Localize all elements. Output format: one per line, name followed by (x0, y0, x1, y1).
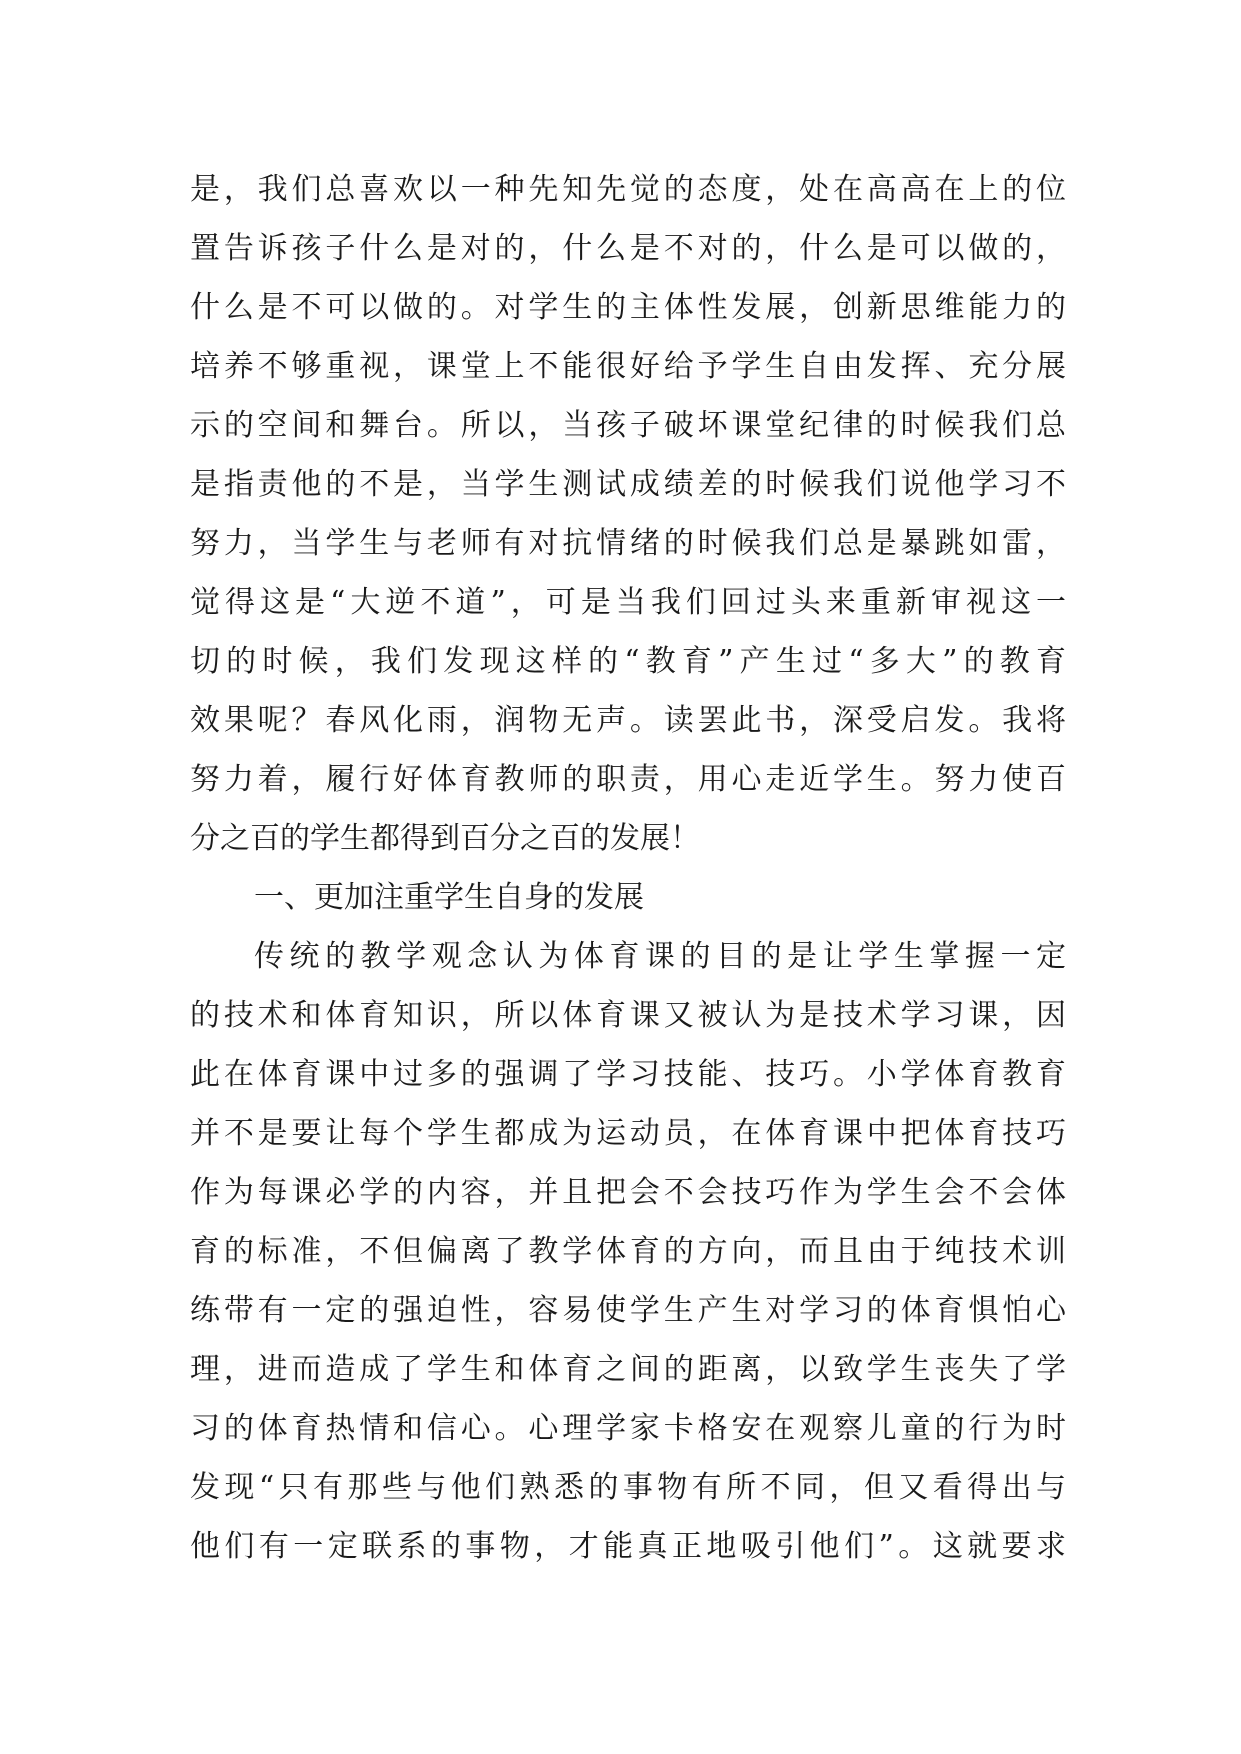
paragraph-last-line: 分之百的学生都得到百分之百的发展！ (190, 821, 700, 856)
text-line: 努力，当学生与老师有对抗情绪的时候我们总是暴跳如雷， (190, 526, 1066, 561)
text-line: 示的空间和舞台。所以，当孩子破坏课堂纪律的时候我们总 (190, 408, 1066, 443)
text-line: 培养不够重视，课堂上不能很好给予学生自由发挥、充分展 (190, 349, 1066, 384)
text-line: 育的标准，不但偏离了教学体育的方向，而且由于纯技术训 (190, 1234, 1066, 1269)
text-line: 并不是要让每个学生都成为运动员，在体育课中把体育技巧 (190, 1116, 1066, 1151)
text-line: 切的时候，我们发现这样的“教育”产生过“多大”的教育 (190, 644, 1066, 679)
text-line: 觉得这是“大逆不道”，可是当我们回过头来重新审视这一 (190, 585, 1066, 620)
text-line: 作为每课必学的内容，并且把会不会技巧作为学生会不会体 (190, 1175, 1066, 1210)
paragraph-first-line: 传统的教学观念认为体育课的目的是让学生掌握一定 (254, 939, 1066, 974)
text-line: 此在体育课中过多的强调了学习技能、技巧。小学体育教育 (190, 1057, 1066, 1092)
section-heading: 一、更加注重学生自身的发展 (254, 880, 644, 915)
text-line: 是，我们总喜欢以一种先知先觉的态度，处在高高在上的位 (190, 172, 1066, 207)
body-text (190, 160, 1066, 1576)
text-line: 发现“只有那些与他们熟悉的事物有所不同，但又看得出与 (190, 1470, 1066, 1505)
text-line: 置告诉孩子什么是对的，什么是不对的，什么是可以做的， (190, 231, 1066, 266)
text-line: 他们有一定联系的事物，才能真正地吸引他们”。这就要求 (190, 1529, 1066, 1564)
text-line: 练带有一定的强迫性，容易使学生产生对学习的体育惧怕心 (190, 1293, 1066, 1328)
text-line: 习的体育热情和信心。心理学家卡格安在观察儿童的行为时 (190, 1411, 1066, 1446)
text-line: 努力着，履行好体育教师的职责，用心走近学生。努力使百 (190, 762, 1066, 797)
text-line: 什么是不可以做的。对学生的主体性发展，创新思维能力的 (190, 290, 1066, 325)
text-line: 是指责他的不是，当学生测试成绩差的时候我们说他学习不 (190, 467, 1066, 502)
text-line: 理，进而造成了学生和体育之间的距离，以致学生丧失了学 (190, 1352, 1066, 1387)
text-line: 的技术和体育知识，所以体育课又被认为是技术学习课，因 (190, 998, 1066, 1033)
text-line: 效果呢？春风化雨，润物无声。读罢此书，深受启发。我将 (190, 703, 1066, 738)
